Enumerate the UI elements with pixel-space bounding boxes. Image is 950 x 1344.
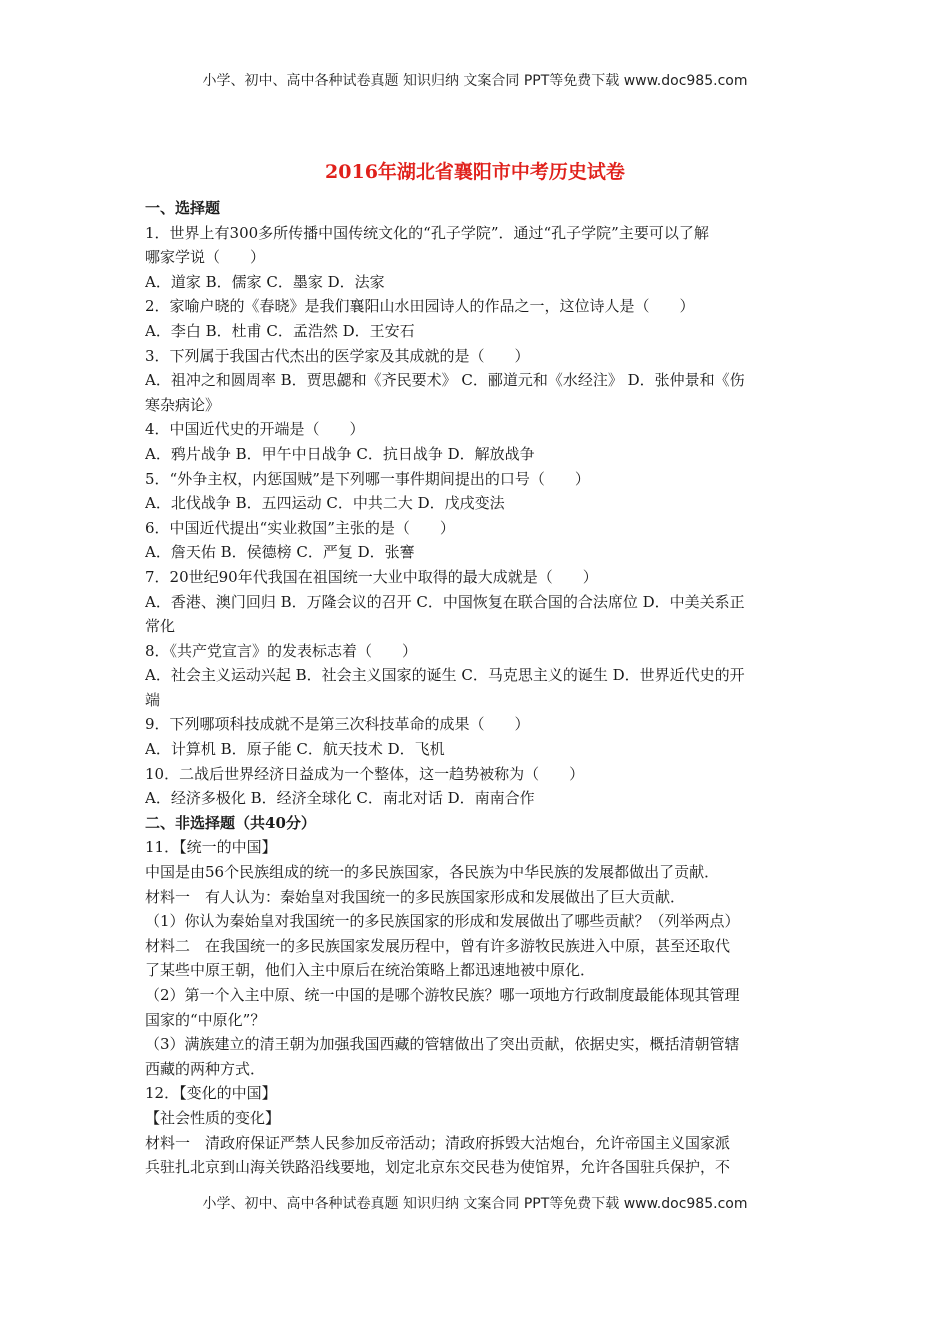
option-line: A．经济多极化 B．经济全球化 C．南北对话 D．南南合作 xyxy=(145,789,535,808)
footer-banner: 小学、初中、高中各种试卷真题 知识归纳 文案合同 PPT等免费下载 www.doc985.com xyxy=(202,1196,748,1212)
text-line: 材料二 在我国统一的多民族国家发展历程中，曾有许多游牧民族进入中原，甚至还取代 xyxy=(145,936,731,955)
text-line: 了某些中原王朝，他们入主中原后在统治策略上都迅速地被中原化． xyxy=(145,961,596,980)
section-2-body xyxy=(145,835,813,1179)
question-line: 1．世界上有300多所传播中国传统文化的“孔子学院”．通过“孔子学院”主要可以了解 xyxy=(145,223,709,242)
page-title: 2016年湖北省襄阳市中考历史试卷 xyxy=(325,161,625,183)
text-line: 材料一 有人认为：秦始皇对我国统一的多民族国家形成和发展做出了巨大贡献． xyxy=(145,887,686,906)
option-line: A．道家 B．儒家 C．墨家 D．法家 xyxy=(145,272,385,291)
option-line: A．北伐战争 B．五四运动 C．中共二大 D．戊戌变法 xyxy=(145,494,505,513)
option-line: A．香港、澳门回归 B．万隆会议的召开 C．中国恢复在联合国的合法席位 D．中美关系正 xyxy=(145,592,745,611)
question-line: 12．【变化的中国】 xyxy=(145,1084,277,1103)
question-line: 哪家学说（ ） xyxy=(145,248,266,267)
option-line: 寒杂病论》 xyxy=(145,395,221,414)
option-line: 端 xyxy=(145,690,161,709)
question-line: 4．中国近代史的开端是（ ） xyxy=(145,420,365,439)
section-1-body xyxy=(145,221,813,811)
question-line: 7．20世纪90年代我国在祖国统一大业中取得的最大成就是（ ） xyxy=(145,567,598,586)
text-line: 中国是由56个民族组成的统一的多民族国家，各民族为中华民族的发展都做出了贡献． xyxy=(145,863,720,882)
text-line: （2）第一个入主中原、统一中国的是哪个游牧民族？哪一项地方行政制度最能体现其管理 xyxy=(145,986,740,1004)
section-heading: 二、非选择题（共40分） xyxy=(145,813,316,832)
option-line: A．詹天佑 B．侯德榜 C．严复 D．张謇 xyxy=(145,543,415,562)
text-line: 【社会性质的变化】 xyxy=(145,1108,281,1127)
question-line: 6．中国近代提出“实业救国”主张的是（ ） xyxy=(145,518,455,537)
text-line: 西藏的两种方式． xyxy=(145,1059,266,1078)
text-line: 国家的“中原化”？ xyxy=(145,1010,266,1029)
option-line: A．祖冲之和圆周率 B．贾思勰和《齐民要术》 C．郦道元和《水经注》 D．张仲景和《伤 xyxy=(145,371,745,390)
text-line: 兵驻扎北京到山海关铁路沿线要地，划定北京东交民巷为使馆界，允许各国驻兵保护，不 xyxy=(145,1158,731,1177)
question-line: 11．【统一的中国】 xyxy=(145,838,277,857)
section-heading: 一、选择题 xyxy=(145,199,221,217)
option-line: A．鸦片战争 B．甲午中日战争 C．抗日战争 D．解放战争 xyxy=(145,444,535,463)
option-line: 常化 xyxy=(145,617,176,636)
question-line: 3．下列属于我国古代杰出的医学家及其成就的是（ ） xyxy=(145,346,530,365)
question-line: 10．二战后世界经济日益成为一个整体，这一趋势被称为（ ） xyxy=(145,764,585,783)
text-line: （1）你认为秦始皇对我国统一的多民族国家的形成和发展做出了哪些贡献？（列举两点） xyxy=(145,912,740,931)
option-line: A．社会主义运动兴起 B．社会主义国家的诞生 C．马克思主义的诞生 D．世界近代史的开 xyxy=(145,666,745,685)
option-line: A．李白 B．杜甫 C．孟浩然 D．王安石 xyxy=(145,321,415,340)
question-line: 2．家喻户晓的《春晓》是我们襄阳山水田园诗人的作品之一，这位诗人是（ ） xyxy=(145,297,695,316)
question-line: 5．“外争主权，内惩国贼”是下列哪一事件期间提出的口号（ ） xyxy=(145,469,590,488)
text-line: （3）满族建立的清王朝为加强我国西藏的管辖做出了突出贡献，依据史实，概括清朝管辖 xyxy=(145,1035,740,1054)
question-line: 8．《共产党宣言》的发表标志着（ ） xyxy=(145,641,418,660)
option-line: A．计算机 B．原子能 C．航天技术 D．飞机 xyxy=(145,740,445,759)
exam-content xyxy=(145,196,813,1180)
text-line: 材料一 清政府保证严禁人民参加反帝活动；清政府拆毁大沽炮台，允许帝国主义国家派 xyxy=(145,1133,731,1152)
question-line: 9．下列哪项科技成就不是第三次科技革命的成果（ ） xyxy=(145,715,530,734)
header-banner: 小学、初中、高中各种试卷真题 知识归纳 文案合同 PPT等免费下载 www.doc985.com xyxy=(202,73,748,89)
